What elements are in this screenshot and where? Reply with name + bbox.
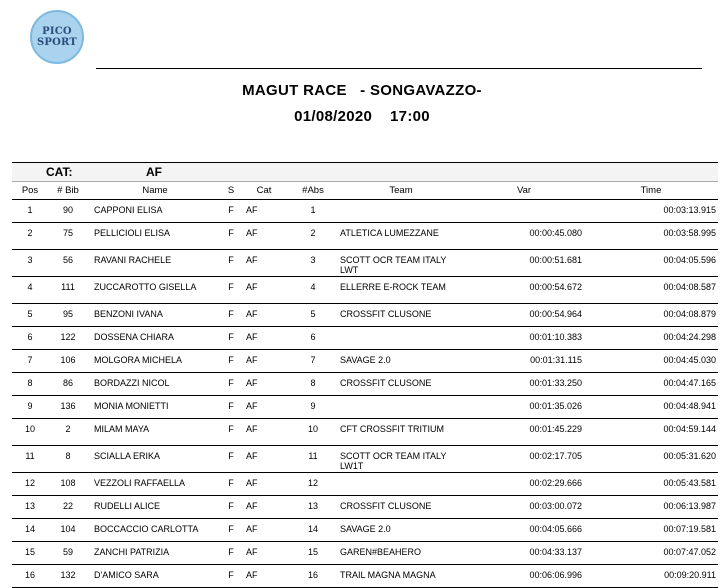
cell-name: D'AMICO SARA [88, 565, 222, 588]
cell-sex: F [222, 304, 240, 327]
cell-var: 00:01:10.383 [464, 327, 584, 350]
cell-cat: AF [240, 250, 288, 277]
cell-sex: F [222, 446, 240, 473]
cell-cat: AF [240, 373, 288, 396]
table-row [12, 223, 718, 250]
cell-name: ZANCHI PATRIZIA [88, 542, 222, 565]
cell-cat: AF [240, 277, 288, 304]
cell-sex: F [222, 223, 240, 250]
cell-team: CROSSFIT CLUSONE [338, 496, 464, 519]
table-row [12, 419, 718, 446]
cell-bib: 90 [48, 200, 88, 223]
cell-var [464, 200, 584, 223]
cell-name: MILAM MAYA [88, 419, 222, 446]
cell-abs: 9 [288, 396, 338, 419]
category-band [12, 162, 718, 182]
cell-cat: AF [240, 419, 288, 446]
cell-sex: F [222, 473, 240, 496]
cell-var: 00:04:33.137 [464, 542, 584, 565]
cell-bib: 95 [48, 304, 88, 327]
cell-time: 00:03:58.995 [584, 223, 718, 250]
cell-time: 00:05:43.581 [584, 473, 718, 496]
cell-name: SCIALLA ERIKA [88, 446, 222, 473]
cell-team: ATLETICA LUMEZZANE [338, 223, 464, 250]
cell-cat: AF [240, 446, 288, 473]
cell-bib: 86 [48, 373, 88, 396]
cell-abs: 16 [288, 565, 338, 588]
cell-sex: F [222, 373, 240, 396]
cell-name: BOCCACCIO CARLOTTA [88, 519, 222, 542]
cell-time: 00:06:13.987 [584, 496, 718, 519]
cell-time: 00:04:08.587 [584, 277, 718, 304]
cell-abs: 3 [288, 250, 338, 277]
results-table [12, 182, 718, 588]
cell-team: GAREN#BEAHERO [338, 542, 464, 565]
table-row [12, 473, 718, 496]
cell-abs: 1 [288, 200, 338, 223]
cell-abs: 11 [288, 446, 338, 473]
cell-bib: 132 [48, 565, 88, 588]
cell-time: 00:04:47.165 [584, 373, 718, 396]
cell-bib: 2 [48, 419, 88, 446]
cell-sex: F [222, 496, 240, 519]
cell-pos: 13 [12, 496, 48, 519]
cell-pos: 1 [12, 200, 48, 223]
cell-team: CROSSFIT CLUSONE [338, 373, 464, 396]
cell-abs: 7 [288, 350, 338, 373]
table-row [12, 200, 718, 223]
cell-bib: 106 [48, 350, 88, 373]
cell-team [338, 473, 464, 496]
cell-var: 00:00:45.080 [464, 223, 584, 250]
cell-var: 00:04:05.666 [464, 519, 584, 542]
cell-team: TRAIL MAGNA MAGNA [338, 565, 464, 588]
table-row [12, 519, 718, 542]
logo-line-2: SPORT [36, 37, 78, 48]
cell-name: BORDAZZI NICOL [88, 373, 222, 396]
cell-pos: 7 [12, 350, 48, 373]
cell-sex: F [222, 350, 240, 373]
cell-sex: F [222, 519, 240, 542]
cell-sex: F [222, 327, 240, 350]
pico-sport-logo [30, 10, 84, 64]
cell-var: 00:01:35.026 [464, 396, 584, 419]
col-header-time: Time [584, 182, 718, 200]
cell-cat: AF [240, 327, 288, 350]
cell-name: PELLICIOLI ELISA [88, 223, 222, 250]
table-row [12, 250, 718, 277]
cell-pos: 16 [12, 565, 48, 588]
cell-abs: 15 [288, 542, 338, 565]
cell-cat: AF [240, 473, 288, 496]
cell-name: ZUCCAROTTO GISELLA [88, 277, 222, 304]
cell-cat: AF [240, 496, 288, 519]
cell-pos: 2 [12, 223, 48, 250]
cell-name: BENZONI IVANA [88, 304, 222, 327]
cell-pos: 14 [12, 519, 48, 542]
cell-abs: 12 [288, 473, 338, 496]
cell-sex: F [222, 200, 240, 223]
cell-team: CROSSFIT CLUSONE [338, 304, 464, 327]
cell-cat: AF [240, 542, 288, 565]
cell-pos: 4 [12, 277, 48, 304]
cell-name: MOLGORA MICHELA [88, 350, 222, 373]
table-row [12, 496, 718, 519]
cell-cat: AF [240, 565, 288, 588]
cell-name: VEZZOLI RAFFAELLA [88, 473, 222, 496]
table-row [12, 327, 718, 350]
cell-team [338, 396, 464, 419]
cell-time: 00:07:47.052 [584, 542, 718, 565]
cell-pos: 15 [12, 542, 48, 565]
col-header-cat: Cat [240, 182, 288, 200]
cell-team: SAVAGE 2.0 [338, 350, 464, 373]
cell-abs: 4 [288, 277, 338, 304]
cell-sex: F [222, 250, 240, 277]
table-row [12, 350, 718, 373]
cell-var: 00:00:51.681 [464, 250, 584, 277]
cell-bib: 75 [48, 223, 88, 250]
cell-time: 00:04:48.941 [584, 396, 718, 419]
table-row [12, 373, 718, 396]
cell-name: MONIA MONIETTI [88, 396, 222, 419]
col-header-name: Name [88, 182, 222, 200]
cell-pos: 12 [12, 473, 48, 496]
cell-sex: F [222, 277, 240, 304]
cell-time: 00:04:05.596 [584, 250, 718, 277]
header-row [12, 182, 718, 200]
cell-team: ELLERRE E-ROCK TEAM [338, 277, 464, 304]
cell-var: 00:06:06.996 [464, 565, 584, 588]
cell-abs: 2 [288, 223, 338, 250]
cell-pos: 10 [12, 419, 48, 446]
race-datetime: 01/08/2020 17:00 [294, 108, 430, 125]
cell-pos: 6 [12, 327, 48, 350]
race-title: MAGUT RACE - SONGAVAZZO- [242, 82, 482, 99]
col-header-pos: Pos [12, 182, 48, 200]
cell-pos: 11 [12, 446, 48, 473]
header-rule [96, 68, 702, 69]
cell-abs: 10 [288, 419, 338, 446]
cell-team: CFT CROSSFIT TRITIUM [338, 419, 464, 446]
cell-time: 00:04:08.879 [584, 304, 718, 327]
cell-cat: AF [240, 519, 288, 542]
cell-name: RAVANI RACHELE [88, 250, 222, 277]
cell-team: SCOTT OCR TEAM ITALY LW1T [338, 446, 464, 473]
cell-var: 00:01:45.229 [464, 419, 584, 446]
cell-bib: 122 [48, 327, 88, 350]
cell-bib: 59 [48, 542, 88, 565]
cell-sex: F [222, 542, 240, 565]
cell-abs: 6 [288, 327, 338, 350]
cell-abs: 14 [288, 519, 338, 542]
cell-time: 00:09:20.911 [584, 565, 718, 588]
cell-var: 00:03:00.072 [464, 496, 584, 519]
cell-sex: F [222, 419, 240, 446]
cell-var: 00:00:54.672 [464, 277, 584, 304]
table-row [12, 304, 718, 327]
cell-abs: 8 [288, 373, 338, 396]
cell-var: 00:01:31.115 [464, 350, 584, 373]
logo-line-1: PICO [42, 26, 72, 37]
col-header-bib: # Bib [48, 182, 88, 200]
cell-cat: AF [240, 200, 288, 223]
cell-cat: AF [240, 304, 288, 327]
col-header-team: Team [338, 182, 464, 200]
cell-sex: F [222, 565, 240, 588]
cell-var: 00:01:33.250 [464, 373, 584, 396]
cell-pos: 5 [12, 304, 48, 327]
cell-abs: 13 [288, 496, 338, 519]
cell-time: 00:04:59.144 [584, 419, 718, 446]
category-value: AF [146, 165, 162, 179]
col-header-var: Var [464, 182, 584, 200]
cell-var: 00:02:29.666 [464, 473, 584, 496]
cell-team [338, 327, 464, 350]
cell-name: DOSSENA CHIARA [88, 327, 222, 350]
cell-team [338, 200, 464, 223]
cell-sex: F [222, 396, 240, 419]
cell-bib: 56 [48, 250, 88, 277]
cell-abs: 5 [288, 304, 338, 327]
cell-pos: 8 [12, 373, 48, 396]
cell-cat: AF [240, 350, 288, 373]
table-row [12, 396, 718, 419]
cell-cat: AF [240, 223, 288, 250]
cell-team: SAVAGE 2.0 [338, 519, 464, 542]
cell-bib: 8 [48, 446, 88, 473]
cell-pos: 9 [12, 396, 48, 419]
table-row [12, 277, 718, 304]
cell-var: 00:00:54.964 [464, 304, 584, 327]
col-header-abs: #Abs [288, 182, 338, 200]
table-row [12, 446, 718, 473]
cell-var: 00:02:17.705 [464, 446, 584, 473]
cell-pos: 3 [12, 250, 48, 277]
cell-time: 00:07:19.581 [584, 519, 718, 542]
table-row [12, 542, 718, 565]
cell-bib: 111 [48, 277, 88, 304]
cell-team: SCOTT OCR TEAM ITALY LWT [338, 250, 464, 277]
results-section [12, 162, 718, 588]
cell-time: 00:04:24.298 [584, 327, 718, 350]
cell-time: 00:04:45.030 [584, 350, 718, 373]
cell-bib: 104 [48, 519, 88, 542]
cell-name: RUDELLI ALICE [88, 496, 222, 519]
cell-time: 00:03:13.915 [584, 200, 718, 223]
cell-bib: 136 [48, 396, 88, 419]
category-label: CAT: [46, 165, 73, 179]
cell-time: 00:05:31.620 [584, 446, 718, 473]
cell-bib: 22 [48, 496, 88, 519]
col-header-sex: S [222, 182, 240, 200]
cell-name: CAPPONI ELISA [88, 200, 222, 223]
table-row [12, 565, 718, 588]
cell-bib: 108 [48, 473, 88, 496]
cell-cat: AF [240, 396, 288, 419]
